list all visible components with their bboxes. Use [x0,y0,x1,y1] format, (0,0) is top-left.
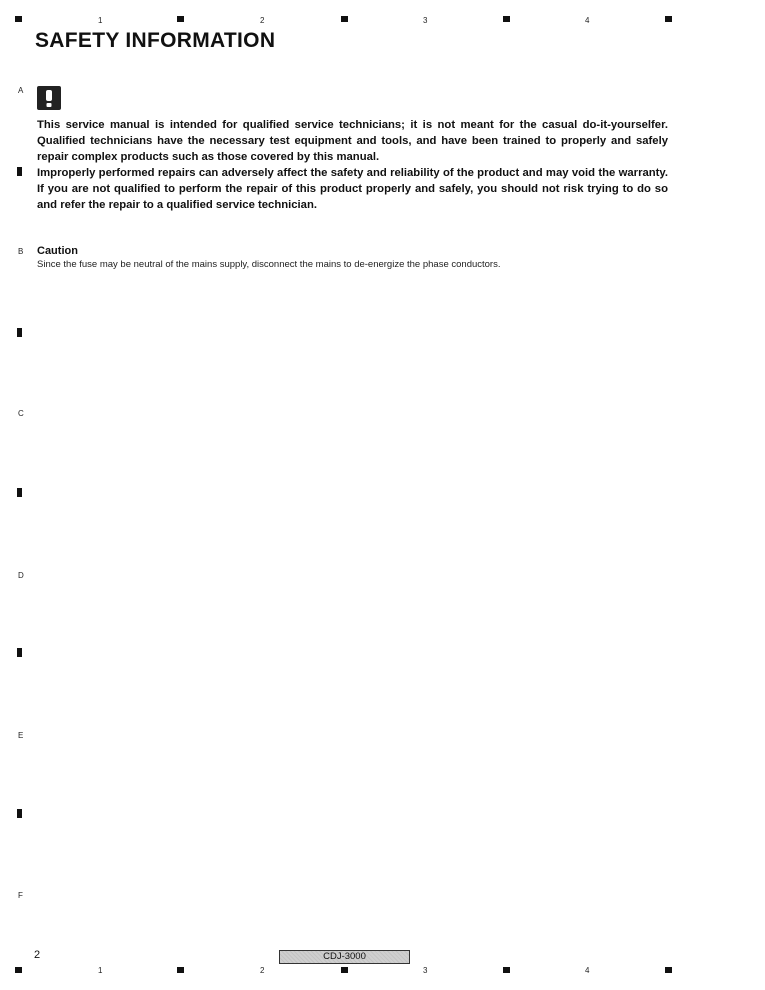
frame-mark [177,967,184,973]
column-number: 2 [260,966,265,975]
model-name-box: CDJ-3000 [279,950,410,964]
row-letter: A [18,86,24,95]
row-letter: D [18,571,24,580]
frame-mark [17,809,22,818]
warning-paragraph: This service manual is intended for qualified service technicians; it is not meant for the casual do-it-yourselfer. Qualified technicians have the necessary test equipment and tools, and have been trained to properly and safely repair complex products such as those covered by this manual. [37,119,668,163]
frame-mark [15,967,22,973]
frame-mark [341,967,348,973]
column-number: 3 [423,966,428,975]
warning-paragraph: Improperly performed repairs can adversely affect the safety and reliability of the product and may void the warranty. If you are not qualified to perform the repair of this product properly and safely, you should not risk trying to do so and refer the repair to a qualified service technician. [37,167,668,211]
exclamation-icon [37,86,61,110]
frame-mark [503,16,510,22]
warning-block [37,117,668,213]
frame-mark [15,16,22,22]
frame-mark [17,488,22,497]
page-title: SAFETY INFORMATION [35,29,276,52]
row-letter: E [18,731,24,740]
caution-heading: Caution [37,245,78,257]
row-letter: B [18,247,24,256]
frame-mark [17,167,22,176]
column-number: 1 [98,16,103,25]
column-number: 3 [423,16,428,25]
column-number: 2 [260,16,265,25]
row-letter: C [18,409,24,418]
frame-mark [341,16,348,22]
column-number: 1 [98,966,103,975]
frame-mark [17,648,22,657]
frame-mark [503,967,510,973]
frame-mark [17,328,22,337]
column-number: 4 [585,16,590,25]
column-number: 4 [585,966,590,975]
page-number: 2 [34,949,41,961]
row-letter: F [18,891,23,900]
frame-mark [177,16,184,22]
frame-mark [665,967,672,973]
caution-text: Since the fuse may be neutral of the mains supply, disconnect the mains to de-energize the phase conductors. [37,259,501,270]
frame-mark [665,16,672,22]
